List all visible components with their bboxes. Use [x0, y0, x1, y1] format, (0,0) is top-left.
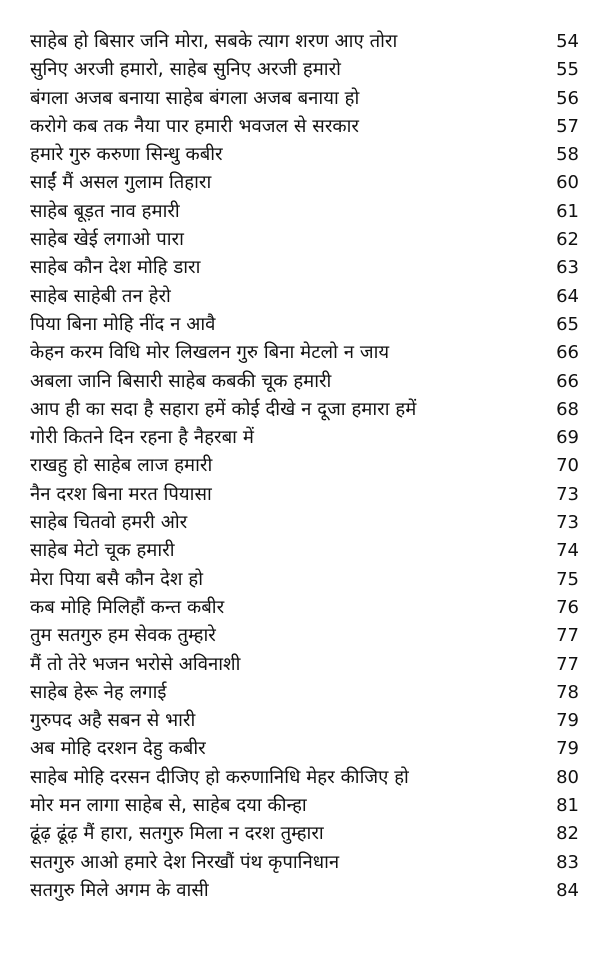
toc-entry [0, 707, 600, 735]
toc-entry-page-number: 58 [556, 144, 579, 166]
toc-entry-page-number: 54 [556, 31, 579, 52]
toc-entry-title: अब मोहि दरशन देहु कबीर [30, 738, 206, 760]
toc-entry-page-number: 73 [556, 512, 579, 534]
toc-entry-title: पिया बिना मोहि नींद न आवै [30, 313, 216, 335]
toc-entry-page-number: 68 [556, 398, 579, 420]
toc-entry-title: हमारे गुरु करुणा सिन्धु कबीर [30, 144, 223, 166]
toc-entry [0, 396, 600, 424]
toc-entry [0, 368, 600, 396]
toc-entry-title: ढूंढ़ ढूंढ़ मैं हारा, सतगुरु मिला न दरश तुम्हारा [30, 823, 324, 845]
toc-entry-title: साहेब बूड़त नाव हमारी [30, 200, 180, 222]
toc-entry [0, 339, 600, 367]
toc-entry [0, 254, 600, 282]
toc-entry-title: सतगुरु आओ हमारे देश निरखौं पंथ कृपानिधान [30, 851, 340, 873]
toc-entry-page-number: 83 [556, 851, 579, 873]
toc-entry-page-number: 76 [556, 596, 579, 618]
toc-entry [0, 509, 600, 537]
toc-entry-page-number: 73 [556, 483, 579, 505]
toc-entry [0, 820, 600, 848]
toc-entry-title: मोर मन लागा साहेब से, साहेब दया कीन्हा [30, 795, 307, 817]
toc-entry-title: गुरुपद अहै सबन से भारी [30, 710, 196, 732]
toc-entry-page-number: 77 [556, 653, 579, 675]
toc-entry-title: सुनिए अरजी हमारो, साहेब सुनिए अरजी हमारो [30, 59, 341, 81]
toc-entry-title: राखहु हो साहेब लाज हमारी [30, 455, 213, 477]
toc-entry [0, 56, 600, 84]
toc-entry [0, 735, 600, 763]
toc-entry-title: साहेब साहेबी तन हेरो [30, 285, 171, 307]
toc-entry-page-number: 57 [556, 115, 579, 137]
toc-entry [0, 169, 600, 197]
toc-entry-page-number: 62 [556, 229, 579, 251]
toc-entry [0, 792, 600, 820]
toc-entry [0, 537, 600, 565]
toc-entry-page-number: 66 [556, 370, 579, 392]
toc-entry-title: साहेब हो बिसार जनि मोरा, सबके त्याग शरण आए तोरा [30, 31, 398, 52]
toc-entry [0, 651, 600, 679]
toc-entry-title: आप ही का सदा है सहारा हमें कोई दीखे न दूजा हमारा हमें [30, 398, 417, 420]
toc-entry-title: साहेब मोहि दरसन दीजिए हो करुणानिधि मेहर कीजिए हो [30, 766, 409, 788]
toc-entry-title: कब मोहि मिलिहौं कन्त कबीर [30, 596, 225, 618]
toc-entry [0, 198, 600, 226]
toc-entry [0, 141, 600, 169]
toc-entry-title: मेरा पिया बसै कौन देश हो [30, 568, 204, 590]
toc-entry-page-number: 84 [556, 879, 579, 901]
table-of-contents [0, 28, 600, 905]
toc-entry-title: साहेब मेटो चूक हमारी [30, 540, 175, 562]
toc-entry-title: करोगे कब तक नैया पार हमारी भवजल से सरकार [30, 115, 359, 137]
toc-entry-page-number: 70 [556, 455, 579, 477]
toc-entry [0, 283, 600, 311]
toc-entry [0, 679, 600, 707]
toc-entry [0, 481, 600, 509]
toc-entry-page-number: 80 [556, 766, 579, 788]
toc-entry-page-number: 78 [556, 681, 579, 703]
toc-entry [0, 28, 600, 56]
toc-entry [0, 622, 600, 650]
toc-entry-title: साहेब हेरू नेह लगाई [30, 681, 167, 703]
toc-entry-title: साईं मैं असल गुलाम तिहारा [30, 172, 212, 194]
toc-entry-title: गोरी कितने दिन रहना है नैहरबा में [30, 427, 254, 449]
toc-entry-page-number: 74 [556, 540, 579, 562]
toc-entry-title: तुम सतगुरु हम सेवक तुम्हारे [30, 625, 216, 647]
toc-entry-title: मैं तो तेरे भजन भरोसे अविनाशी [30, 653, 241, 675]
toc-entry-page-number: 75 [556, 568, 579, 590]
toc-entry-title: साहेब खेई लगाओ पारा [30, 229, 184, 251]
toc-entry [0, 764, 600, 792]
toc-entry [0, 877, 600, 905]
toc-entry [0, 566, 600, 594]
toc-entry-page-number: 65 [556, 313, 579, 335]
toc-entry-title: साहेब चितवो हमरी ओर [30, 512, 188, 534]
toc-entry [0, 226, 600, 254]
toc-entry-title: केहन करम विधि मोर लिखलन गुरु बिना मेटलो न जाय [30, 342, 390, 364]
toc-entry [0, 849, 600, 877]
toc-entry-page-number: 60 [556, 172, 579, 194]
toc-entry-title: बंगला अजब बनाया साहेब बंगला अजब बनाया हो [30, 87, 360, 109]
toc-entry-page-number: 61 [556, 200, 579, 222]
toc-entry-page-number: 63 [556, 257, 579, 279]
toc-entry-page-number: 82 [556, 823, 579, 845]
toc-entry [0, 452, 600, 480]
toc-entry-page-number: 56 [556, 87, 579, 109]
toc-entry-page-number: 81 [556, 795, 579, 817]
toc-entry [0, 85, 600, 113]
toc-entry-page-number: 79 [556, 738, 579, 760]
toc-entry-title: साहेब कौन देश मोहि डारा [30, 257, 201, 279]
toc-entry [0, 311, 600, 339]
toc-entry-title: सतगुरु मिले अगम के वासी [30, 879, 209, 901]
toc-entry-page-number: 77 [556, 625, 579, 647]
toc-entry-title: अबला जानि बिसारी साहेब कबकी चूक हमारी [30, 370, 332, 392]
toc-entry [0, 594, 600, 622]
toc-entry-page-number: 66 [556, 342, 579, 364]
toc-entry [0, 424, 600, 452]
toc-entry-page-number: 55 [556, 59, 579, 81]
toc-entry-page-number: 69 [556, 427, 579, 449]
toc-entry-page-number: 64 [556, 285, 579, 307]
toc-entry-title: नैन दरश बिना मरत पियासा [30, 483, 212, 505]
toc-entry [0, 113, 600, 141]
toc-entry-page-number: 79 [556, 710, 579, 732]
